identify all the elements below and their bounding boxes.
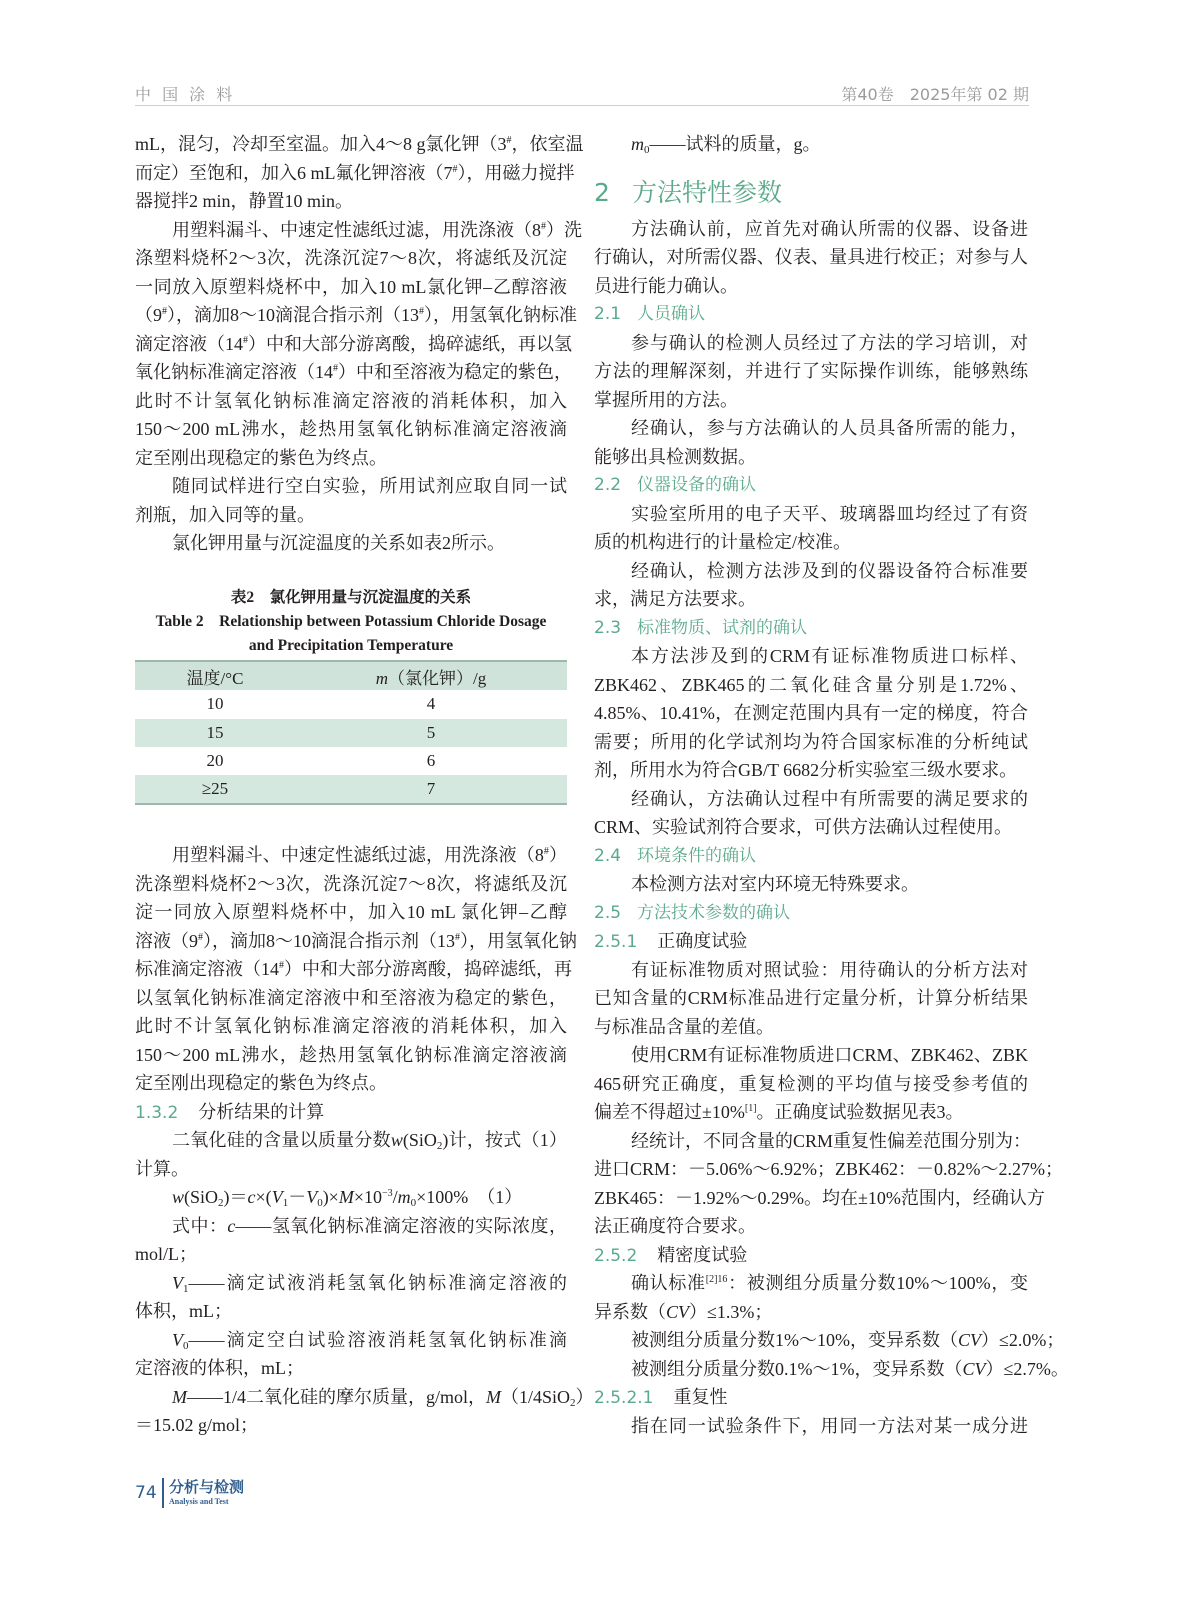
text-run: 一同放入原塑料烧杯中，加入10 mL氯化钾–乙醇溶液 — [135, 276, 567, 297]
text-run: 经确认，参与方法确认的人员具备所需的能力， — [631, 418, 1028, 438]
superscript: # — [543, 846, 549, 857]
paragraph — [594, 414, 1028, 471]
text-line — [594, 1127, 1032, 1156]
text-line — [594, 243, 1028, 272]
text-line — [594, 728, 1028, 757]
cell-temperature: 15 — [206, 722, 224, 742]
section-number: 2.5.2 — [594, 1245, 638, 1266]
text-run: 150～200 mL沸水，趁热用氢氧化钠标准滴定溶液滴 — [135, 1044, 567, 1065]
paragraph — [135, 1126, 567, 1183]
text-run: ）≤2.7%。 — [985, 1358, 1069, 1379]
text-run: － — [288, 1187, 307, 1207]
section-heading-2-5-1 — [594, 927, 1028, 956]
text-run: 用塑料漏斗、中速定性滤纸过滤，用洗涤液（8 — [172, 845, 544, 865]
text-run: 与标准品含量的差值。 — [594, 1016, 774, 1037]
section-number: 1.3.2 — [135, 1102, 179, 1123]
italic-symbol: CV — [958, 1330, 982, 1350]
text-run: 用塑料漏斗、中速定性滤纸过滤，用洗涤液（8 — [172, 219, 541, 240]
text-line — [594, 130, 1028, 159]
text-line — [594, 785, 1028, 814]
text-run: ＝15.02 g/mol； — [135, 1415, 259, 1435]
text-run: 需要；所用的化学试剂均为符合国家标准的分析纯试 — [594, 731, 1028, 752]
text-run: 4.85%、10.41%，在测定范围内具有一定的梯度，符合 — [594, 703, 1028, 723]
text-line — [135, 841, 567, 870]
text-run: mol/L； — [135, 1244, 197, 1264]
cell-kcl-mass: 5 — [426, 722, 436, 742]
text-run: / — [392, 1187, 398, 1207]
subscript: 1 — [183, 1282, 189, 1295]
section-heading-2-2 — [594, 471, 1028, 500]
text-run: 溶液（9 — [135, 930, 198, 951]
section-heading-2-5-2 — [594, 1241, 1028, 1270]
paragraph — [594, 500, 1028, 557]
text-line — [135, 1126, 567, 1155]
footer-section: 分析与检测 — [169, 1478, 245, 1496]
text-line — [594, 1269, 1028, 1298]
section-title: 方法技术参数的确认 — [637, 902, 791, 923]
table-caption-en: Table 2 Relationship between Potassium Chloride Dosage — [155, 613, 547, 630]
paragraph — [594, 785, 1028, 842]
italic-symbol: c — [247, 1187, 256, 1207]
paragraph — [135, 1383, 594, 1440]
paragraph — [594, 130, 1028, 159]
paragraph — [135, 472, 567, 529]
text-run: ），用氢氧化钠 — [460, 930, 577, 951]
section-number: 2.5 — [594, 902, 622, 923]
text-run: (SiO — [184, 1187, 219, 1207]
text-line — [594, 699, 1028, 728]
text-run: 此时不计氢氧化钠标准滴定溶液的消耗体积，加入 — [135, 390, 567, 411]
cell-kcl-mass: 6 — [426, 751, 436, 771]
text-run: 此时不计氢氧化钠标准滴定溶液的消耗体积，加入 — [135, 1016, 567, 1036]
text-line — [135, 501, 567, 530]
paragraph — [594, 1355, 1069, 1384]
text-line — [135, 1354, 567, 1383]
paragraph — [135, 1183, 567, 1212]
paragraph — [594, 956, 1028, 1042]
header-kcl-mass — [295, 661, 567, 690]
section-heading-2-4 — [594, 842, 1028, 871]
text-run: ，依室温 — [511, 134, 584, 154]
text-line — [135, 1041, 567, 1070]
text-line — [594, 870, 1028, 899]
subscript: 1 — [282, 1197, 289, 1209]
text-run: 定至刚出现稳定的紫色为终点。 — [135, 1073, 387, 1093]
text-line — [135, 870, 567, 899]
cell-temperature: 10 — [206, 694, 224, 714]
text-run: 滴定溶液（14 — [135, 333, 243, 354]
italic-symbol: V — [271, 1187, 283, 1207]
text-run: ——滴定试液消耗氢氧化钠标准滴定溶液的 — [188, 1272, 567, 1293]
superscript: # — [279, 960, 284, 971]
text-run: 掌握所用的方法。 — [594, 389, 738, 410]
text-run: 求，满足方法要求。 — [594, 589, 756, 609]
section-heading-2-5 — [594, 899, 1028, 928]
superscript: # — [506, 135, 512, 146]
text-line — [594, 671, 1028, 700]
text-line — [135, 187, 567, 216]
text-line — [135, 1269, 567, 1298]
text-line — [135, 330, 572, 359]
text-run: 行确认，对所需仪器、仪表、量具进行校正；对参与人 — [594, 247, 1028, 267]
text-line — [594, 1070, 1028, 1099]
text-run: 能够出具检测数据。 — [594, 446, 756, 467]
table-row — [135, 775, 567, 804]
superscript: −3 — [382, 1188, 393, 1199]
text-line — [135, 1212, 567, 1241]
text-run: 参与确认的检测人员经过了方法的学习培训，对 — [631, 332, 1028, 353]
journal-name: 中 国 涂 料 — [135, 85, 236, 104]
text-line — [594, 1355, 1069, 1384]
section-title: 人员确认 — [637, 304, 706, 324]
paragraph — [135, 1269, 567, 1326]
text-line — [135, 955, 572, 984]
section-number: 2.3 — [594, 617, 622, 638]
text-run: 体积，mL； — [135, 1301, 232, 1321]
text-run: )计，按式（1） — [442, 1130, 567, 1150]
table-caption-cn: 表2 氯化钾用量与沉淀温度的关系 — [230, 589, 472, 606]
text-run: 经统计，不同含量的CRM重复性偏差范围分别为： — [631, 1130, 1032, 1151]
text-run: ×10 — [353, 1187, 382, 1207]
table-row — [135, 719, 567, 747]
text-run: mL，混匀，冷却至室温。加入4～8 g氯化钾（3 — [135, 134, 507, 154]
text-line — [594, 1212, 1028, 1241]
subscript: 0 — [317, 1197, 323, 1209]
footer-section-en: Analysis and Test — [169, 1497, 229, 1506]
text-line — [135, 529, 567, 558]
superscript: # — [419, 306, 424, 317]
italic-symbol: m — [397, 1187, 411, 1207]
section-number: 2 — [594, 177, 610, 207]
text-line — [594, 500, 1028, 529]
section-number: 2.1 — [594, 304, 622, 324]
text-run: (SiO — [402, 1130, 437, 1150]
text-run: )× — [322, 1187, 339, 1207]
text-run: ），滴加8～10滴混合指示剂（13 — [167, 305, 419, 325]
text-run: ——试料的质量，g。 — [649, 134, 821, 154]
superscript: [1] — [744, 1103, 757, 1114]
paragraph — [594, 1412, 1028, 1441]
text-line — [594, 215, 1028, 244]
section-number: 2.5.2.1 — [594, 1388, 654, 1408]
text-run: 。正确度试验数据见表3。 — [756, 1102, 964, 1122]
subscript: 2 — [218, 1197, 224, 1209]
table-row — [135, 690, 567, 718]
subscript: 0 — [410, 1197, 417, 1209]
italic-symbol: M — [172, 1386, 187, 1407]
section-title: 标准物质、试剂的确认 — [637, 617, 808, 638]
text-run: 标准滴定溶液（14 — [135, 959, 279, 979]
text-run: 被测组分质量分数0.1%～1%，变异系数（ — [631, 1358, 963, 1379]
text-run: 洗涤塑料烧杯2～3次，洗涤沉淀7～8次，将滤纸及沉 — [135, 873, 567, 894]
italic-symbol: V — [172, 1329, 183, 1350]
paragraph — [135, 1326, 567, 1383]
superscript: # — [455, 931, 460, 943]
text-line — [135, 159, 575, 188]
section-number: 2.2 — [594, 475, 622, 495]
italic-symbol: V — [306, 1187, 318, 1207]
text-run: CRM、实验试剂符合要求，可供方法确认过程使用。 — [594, 817, 1013, 837]
text-run: 方法的理解深刻，并进行了实际操作训练，能够熟练 — [594, 361, 1028, 381]
table-header-row — [135, 661, 567, 690]
text-line — [135, 273, 567, 302]
section-heading-2-1 — [594, 300, 1028, 329]
text-line — [135, 444, 567, 473]
italic-symbol: m — [375, 668, 389, 688]
text-line — [135, 358, 572, 387]
section-title: 分析结果的计算 — [198, 1101, 325, 1122]
paragraph — [594, 870, 1028, 899]
text-line — [594, 585, 1028, 614]
page-number: 74 — [135, 1483, 157, 1503]
paragraph — [135, 130, 584, 216]
text-line — [594, 1155, 1063, 1184]
text-line — [594, 984, 1028, 1013]
text-line — [135, 1326, 567, 1355]
text-line — [135, 244, 567, 273]
text-run: 氧化钠标准滴定溶液（14 — [135, 362, 333, 382]
text-line — [594, 813, 1028, 842]
section-heading-1-3-2 — [135, 1098, 567, 1127]
text-run: 器搅拌2 min，静置10 min。 — [135, 191, 354, 211]
text-line — [594, 642, 1028, 671]
superscript: # — [333, 363, 338, 374]
text-run: 实验室所用的电子天平、玻璃器皿均经过了有资 — [631, 503, 1028, 524]
text-line — [594, 329, 1028, 358]
text-run: 随同试样进行空白实验，所用试剂应取自同一试 — [172, 476, 567, 496]
text-line — [594, 443, 1028, 472]
text-line — [135, 1240, 567, 1269]
superscript: # — [452, 163, 458, 175]
italic-symbol: c — [227, 1215, 236, 1236]
italic-symbol: w — [390, 1130, 403, 1150]
section-title: 正确度试验 — [657, 931, 748, 951]
text-run: 二氧化硅的含量以质量分数 — [172, 1130, 391, 1150]
text-line — [594, 956, 1028, 985]
superscript: # — [541, 220, 546, 232]
paragraph — [594, 1326, 1065, 1355]
text-line — [594, 1298, 1028, 1327]
text-run: （9 — [135, 305, 162, 325]
section-title: 重复性 — [673, 1387, 728, 1407]
text-run: 而定）至饱和，加入6 mL氟化钾溶液（7 — [135, 162, 453, 183]
left-column-top — [135, 130, 584, 558]
cell-temperature: ≥25 — [201, 779, 229, 799]
section-heading-2-3 — [594, 614, 1028, 643]
text-line — [135, 1155, 567, 1184]
text-run: （1/4SiO — [501, 1386, 571, 1407]
text-line — [135, 1297, 567, 1326]
text-run: 偏差不得超过±10% — [594, 1102, 745, 1122]
text-run: 被测组分质量分数1%～10%，变异系数（ — [631, 1330, 958, 1350]
text-line — [594, 1041, 1028, 1070]
text-line — [594, 1412, 1028, 1441]
subscript: 0 — [644, 144, 650, 156]
text-run: 定溶液的体积，mL； — [135, 1358, 304, 1378]
text-run: ：被测组分质量分数10%～100%，变 — [727, 1273, 1028, 1293]
text-line — [135, 301, 577, 330]
text-run: 淀一同放入原塑料烧杯中，加入10 mL 氯化钾–乙醇 — [135, 902, 567, 922]
paragraph — [594, 557, 1028, 614]
text-run: 本检测方法对室内环境无特殊要求。 — [631, 874, 919, 894]
issue-info: 第40卷 2025年第 02 期 — [841, 85, 1029, 104]
superscript: # — [243, 334, 248, 346]
text-line — [594, 414, 1028, 443]
text-run: 氯化钾用量与沉淀温度的关系如表2所示。 — [172, 533, 505, 553]
paragraph — [594, 329, 1028, 415]
table-caption-en-2: and Precipitation Temperature — [248, 637, 454, 654]
paragraph — [594, 1269, 1028, 1326]
text-run: ）中和大部分游离酸，捣碎滤纸，再 — [284, 959, 572, 979]
text-run: 质的机构进行的计量检定/校准。 — [594, 532, 851, 552]
paragraph — [594, 642, 1028, 785]
text-run: 本方法涉及到的CRM有证标准物质进口标样、 — [631, 646, 1028, 666]
text-line — [135, 415, 567, 444]
text-run: 指在同一试验条件下，用同一方法对某一成分进 — [631, 1415, 1028, 1436]
text-run: 确认标准 — [631, 1273, 706, 1293]
table-row — [135, 747, 567, 775]
text-run: 式中： — [172, 1215, 228, 1236]
italic-symbol: M — [486, 1386, 502, 1407]
text-run: 进口CRM：－5.06%～6.92%；ZBK462：－0.82%～2.27%； — [594, 1159, 1063, 1179]
text-run: ×100% （1） — [416, 1187, 523, 1207]
text-run: ——1/4二氧化硅的摩尔质量，g/mol， — [187, 1386, 487, 1407]
paragraph — [135, 529, 567, 558]
text-line — [135, 1383, 594, 1412]
paragraph — [594, 1127, 1063, 1241]
cell-kcl-mass: 7 — [426, 779, 436, 799]
text-line — [594, 1326, 1065, 1355]
superscript: [2]16 — [705, 1274, 728, 1285]
text-run: )＝ — [223, 1187, 248, 1207]
text-line — [594, 528, 1028, 557]
text-line — [135, 1012, 567, 1041]
text-run: ），滴加8～10滴混合指示剂（13 — [203, 930, 455, 951]
text-run: 员进行能力确认。 — [594, 275, 738, 296]
section-title: 仪器设备的确认 — [637, 475, 757, 495]
italic-symbol: CV — [962, 1358, 986, 1379]
text-line — [135, 216, 582, 245]
text-run: ZBK462、ZBK465的二氧化硅含量分别是1.72%、 — [594, 674, 1028, 695]
text-run: ） — [575, 1386, 594, 1407]
text-run: 方法确认前，应首先对确认所需的仪器、设备进 — [631, 218, 1028, 239]
section-title: 精密度试验 — [657, 1244, 748, 1265]
section-heading-2-5-2-1 — [594, 1383, 1028, 1412]
text-run: ）中和至溶液为稳定的紫色， — [338, 362, 572, 382]
text-run: 计算。 — [135, 1158, 189, 1179]
text-line — [135, 984, 567, 1013]
text-line — [594, 1098, 1028, 1127]
text-run: ZBK465：－1.92%～0.29%。均在±10%范围内，经确认方 — [594, 1187, 1045, 1208]
section-title: 环境条件的确认 — [637, 845, 757, 866]
right-column — [594, 130, 1069, 1440]
table-caption — [135, 586, 567, 658]
text-run: ），用磁力搅拌 — [457, 162, 575, 183]
text-run: 异系数（ — [594, 1301, 666, 1322]
text-line — [594, 386, 1028, 415]
text-run: 经确认，检测方法涉及到的仪器设备符合标准要 — [631, 560, 1028, 581]
italic-symbol: w — [172, 1187, 185, 1207]
text-run: 涤塑料烧杯2～3次，洗涤沉淀7～8次，将滤纸及沉淀 — [135, 248, 567, 268]
text-run: 使用CRM有证标准物质进口CRM、ZBK462、ZBK — [631, 1045, 1028, 1065]
paragraph — [135, 216, 582, 473]
text-run: ）≤1.3%； — [689, 1301, 773, 1322]
text-run: 剂瓶，加入同等的量。 — [135, 504, 315, 525]
italic-symbol: CV — [666, 1301, 690, 1322]
text-line — [594, 272, 1028, 301]
paragraph — [594, 1041, 1028, 1127]
text-line — [135, 1411, 567, 1440]
text-run: ——滴定空白试验溶液消耗氢氧化钠标准滴 — [188, 1329, 567, 1350]
subscript: 2 — [436, 1140, 443, 1152]
text-run: ——氢氧化钠标准滴定溶液的实际浓度， — [235, 1215, 567, 1236]
text-line — [135, 1069, 567, 1098]
text-run: 法正确度符合要求。 — [594, 1216, 756, 1236]
footer-divider — [162, 1478, 164, 1508]
text-run: 以氢氧化钠标准滴定溶液中和至溶液为稳定的紫色， — [135, 987, 567, 1008]
data-table — [135, 660, 567, 805]
text-run: 经确认，方法确认过程中有所需要的满足要求的 — [631, 788, 1028, 809]
text-run: （氯化钾）/g — [388, 668, 487, 688]
section-heading-2 — [594, 159, 1028, 215]
text-run: ）洗 — [546, 219, 582, 240]
section-number: 2.5.1 — [594, 932, 638, 952]
header-temperature: 温度/°C — [186, 668, 244, 688]
text-run: ×( — [255, 1187, 272, 1207]
superscript: # — [198, 931, 203, 943]
cell-temperature: 20 — [206, 751, 224, 771]
text-run: 465研究正确度，重复检测的平均值与接受参考值的 — [594, 1073, 1028, 1094]
text-run: ），用氢氧化钠标准 — [424, 305, 577, 325]
italic-symbol: M — [338, 1187, 354, 1207]
text-line — [135, 898, 567, 927]
text-run: 有证标准物质对照试验：用待确认的分析方法对 — [631, 959, 1028, 980]
superscript: # — [162, 306, 167, 317]
header-divider — [135, 105, 1029, 106]
italic-symbol: m — [631, 134, 644, 154]
text-line — [135, 1183, 567, 1212]
text-run: 已知含量的CRM标准品进行定量分析，计算分析结果 — [594, 988, 1028, 1008]
text-run: ）≤2.0%； — [981, 1330, 1065, 1350]
text-run: 剂，所用水为符合GB/T 6682分析实验室三级水要求。 — [594, 760, 1018, 780]
text-run: ） — [548, 845, 568, 865]
text-line — [594, 1013, 1028, 1042]
subscript: 0 — [183, 1339, 189, 1352]
section-number: 2.4 — [594, 845, 622, 866]
section-title: 方法特性参数 — [632, 177, 783, 207]
text-line — [135, 927, 577, 956]
text-line — [594, 557, 1028, 586]
text-line — [594, 357, 1028, 386]
text-run: 定至刚出现稳定的紫色为终点。 — [135, 447, 387, 468]
italic-symbol: V — [172, 1272, 183, 1293]
text-line — [594, 756, 1028, 785]
paragraph — [594, 215, 1028, 301]
cell-kcl-mass: 4 — [426, 694, 436, 714]
text-line — [594, 1184, 1045, 1213]
text-run: ）中和大部分游离酸，捣碎滤纸，再以氢 — [248, 333, 572, 354]
subscript: 2 — [570, 1396, 576, 1409]
text-line — [135, 387, 567, 416]
paragraph — [135, 841, 577, 1098]
text-run: 150～200 mL沸水，趁热用氢氧化钠标准滴定溶液滴 — [135, 419, 567, 439]
text-line — [135, 472, 567, 501]
left-column-bottom — [135, 841, 594, 1440]
paragraph — [135, 1212, 567, 1269]
text-line — [135, 130, 584, 159]
